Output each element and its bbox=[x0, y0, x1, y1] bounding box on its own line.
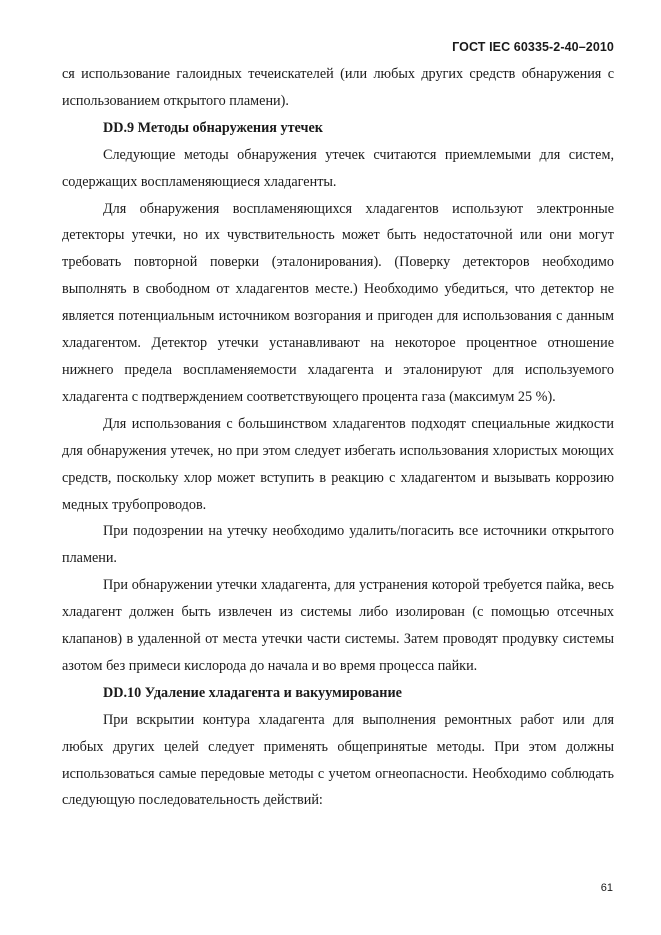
section-heading-dd10: DD.10 Удаление хладагента и вакуумирование bbox=[103, 684, 402, 701]
section-heading-dd9: DD.9 Методы обнаружения утечек bbox=[103, 119, 323, 136]
paragraph-continued: ся использование галоидных течеискателей (или любых других средств обнаружения с использованием открытого пламени). bbox=[62, 66, 614, 109]
page-number: 61 bbox=[600, 882, 613, 894]
paragraph: Для использования с большинством хладагентов подходят специальные жидкости для обнаружения утечек, но при этом следует избегать использования хлористых моющих средств, поскольку хлор может вступить в реакцию с хладагентом и вызывать коррозию медных трубопроводов. bbox=[62, 415, 614, 513]
paragraph: При подозрении на утечку необходимо удалить/погасить все источники открытого пламени. bbox=[62, 523, 614, 567]
paragraph: Следующие методы обнаружения утечек считаются приемлемыми для систем, содержащих воспламеняющиеся хладагенты. bbox=[62, 146, 614, 190]
document-body bbox=[62, 61, 614, 814]
document-header: ГОСТ IEC 60335-2-40–2010 bbox=[452, 40, 614, 54]
paragraph: При вскрытии контура хладагента для выполнения ремонтных работ или для любых других целей следует применять общепринятые методы. При этом должны использоваться самые передовые методы с учетом огнеопасности. Необходимо соблюдать следующую последовательность действий: bbox=[62, 711, 614, 809]
paragraph: При обнаружении утечки хладагента, для устранения которой требуется пайка, весь хладагент должен быть извлечен из системы либо изолирован (с помощью отсечных клапанов) в удаленной от места утечки части системы. Затем проводят продувку системы азотом без примеси кислорода до начала и во время процесса пайки. bbox=[62, 577, 614, 674]
paragraph: Для обнаружения воспламеняющихся хладагентов используют электронные детекторы утечки, но их чувствительность может быть недостаточной или они могут требовать повторной поверки (эталонирования). (Поверку детекторов необходимо выполнять в свободном от хладагентов месте.) Необходимо убедиться, что детектор не является потенциальным источником возгорания и пригоден для использования с данным хладагентом. Детектор утечки устанавливают на некоторое процентное отношение нижнего предела воспламеняемости хладагента и эталонируют для используемого хладагента с подтверждением соответствующего процента газа (максимум 25 %). bbox=[62, 200, 614, 405]
